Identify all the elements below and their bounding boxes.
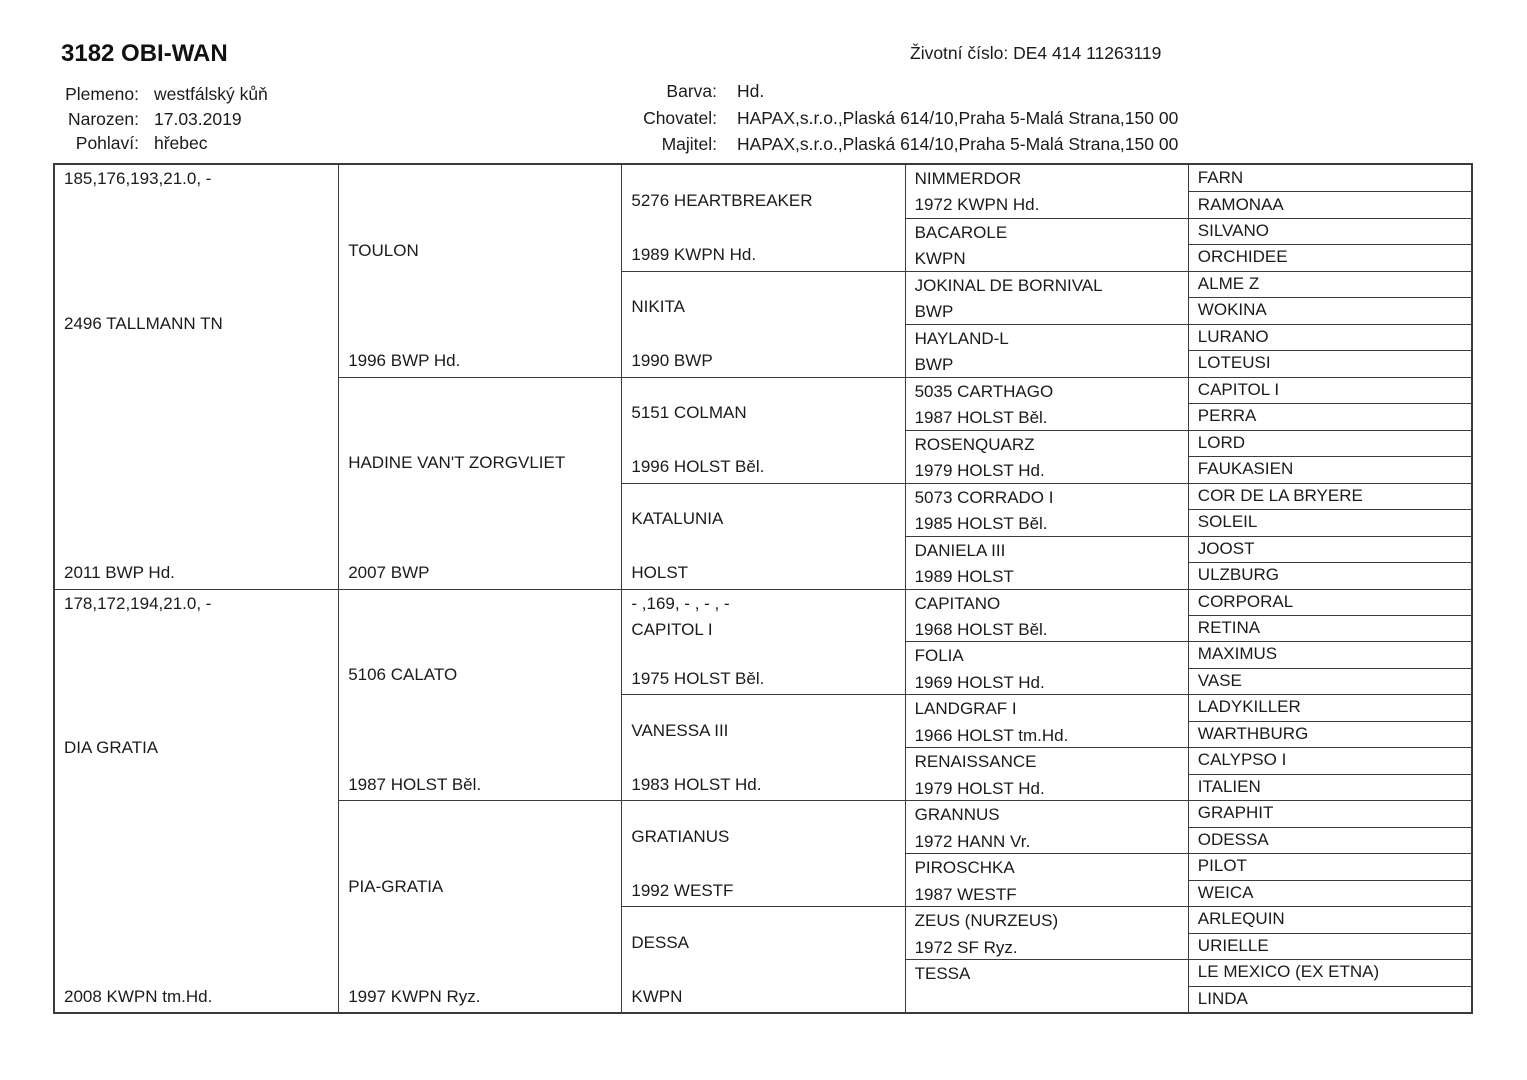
horse-info: 1989 KWPN Hd. [631,245,757,265]
pedigree-cell-gen5-29 [1188,906,1471,932]
pedigree-cell-gen5-6 [1188,297,1471,323]
pedigree-cell-gen3-7 [621,800,904,906]
pedigree-cell-gen3-8 [621,906,904,1012]
horse-name: LANDGRAF I [914,699,1017,719]
horse-name: PIA-GRATIA [348,876,444,896]
pedigree-cell-gen4-2 [905,218,1188,271]
horse-info: 1972 HANN Vr. [914,831,1031,851]
horse-name: BACAROLE [914,222,1008,242]
horse-info: 1972 KWPN Hd. [914,195,1040,215]
horse-name: GRAPHIT [1197,803,1274,823]
horse-info: BWP [914,355,954,375]
horse-name: SILVANO [1197,220,1269,240]
horse-name: CAPITOL I [1197,379,1280,399]
horse-name: 5276 HEARTBREAKER [631,191,813,211]
horse-name: CAPITOL I [631,619,713,639]
pedigree-cell-gen4-14 [905,853,1188,906]
pedigree-cell-gen5-23 [1188,747,1471,773]
horse-info: 1972 SF Ryz. [914,937,1018,957]
horse-name: WARTHBURG [1197,723,1309,743]
pedigree-cell-gen4-10 [905,641,1188,694]
pedigree-table [53,163,1473,1014]
horse-name: ZEUS (NURZEUS) [914,911,1059,931]
horse-name: URIELLE [1197,935,1269,955]
pedigree-cell-gen5-3 [1188,218,1471,244]
horse-measurements: 185,176,193,21.0, - [64,169,212,188]
horse-name: HAYLAND-L [914,328,1009,348]
field-value-plemeno: westfálský kůň [154,84,268,104]
horse-name: LADYKILLER [1197,697,1301,717]
pedigree-cell-gen4-5 [905,377,1188,430]
pedigree-cell-gen5-8 [1188,350,1471,376]
name-wrapper [631,696,899,771]
horse-info: 1975 HOLST Běl. [631,668,765,688]
name-wrapper [348,379,616,560]
pedigree-cell-gen5-26 [1188,827,1471,853]
name-wrapper [348,802,616,983]
name-wrapper [348,591,616,772]
pedigree-cell-gen5-28 [1188,880,1471,906]
pedigree-cell-gen4-6 [905,430,1188,483]
horse-name: PILOT [1197,856,1247,876]
pedigree-cell-gen4-11 [905,694,1188,747]
pedigree-cell-gen4-9 [905,589,1188,642]
life-number [910,43,1161,64]
horse-info: 1979 HOLST Hd. [914,461,1045,481]
pedigree-cell-gen5-21 [1188,694,1471,720]
pedigree-cell-gen5-12 [1188,456,1471,482]
horse-name: ROSENQUARZ [914,434,1035,454]
name-wrapper [631,485,899,560]
horse-name: RETINA [1197,618,1261,637]
field-label-barva: Barva: [666,81,717,101]
horse-info: 1989 HOLST [914,566,1014,586]
horse-name: RAMONAA [1197,194,1284,214]
pedigree-cell-gen4-8 [905,536,1188,589]
horse-name: ODESSA [1197,829,1269,849]
pedigree-cell-gen5-24 [1188,774,1471,800]
spacer [631,643,899,666]
horse-info: 1992 WESTF [631,880,734,900]
horse-detail-fields [55,84,268,155]
horse-info: 2011 BWP Hd. [64,563,175,583]
pedigree-cell-gen3-6 [621,694,904,800]
pedigree-cell-gen5-10 [1188,403,1471,429]
horse-info: 1997 KWPN Ryz. [348,986,481,1006]
pedigree-cell-gen5-17 [1188,589,1471,615]
pedigree-cell-gen2-1 [338,165,621,377]
horse-info: KWPN [914,249,966,269]
horse-name: 5035 CARTHAGO [914,381,1054,401]
pedigree-cell-gen3-3 [621,377,904,483]
horse-measurements: 178,172,194,21.0, - [64,593,212,613]
horse-name: KATALUNIA [631,509,724,529]
life-number-label: Životní číslo: [910,43,1009,63]
pedigree-cell-gen5-25 [1188,800,1471,826]
pedigree-cell-gen3-2 [621,271,904,377]
horse-info: 1987 HOLST Běl. [914,408,1048,428]
pedigree-cell-gen2-4 [338,800,621,1012]
field-label-chovatel: Chovatel: [643,107,717,128]
horse-name: WEICA [1197,882,1254,902]
horse-name: TOULON [348,240,419,260]
horse-name: FAUKASIEN [1197,459,1294,479]
pedigree-cell-gen5-22 [1188,721,1471,747]
pedigree-cell-gen4-4 [905,324,1188,377]
field-label-plemeno: Plemeno: [65,84,139,104]
horse-name: LOTEUSI [1197,353,1271,373]
pedigree-cell-gen5-30 [1188,933,1471,959]
horse-name: WOKINA [1197,300,1267,320]
name-wrapper [631,802,899,877]
horse-name: HADINE VAN'T ZORGVLIET [348,453,566,473]
life-number-value: DE4 414 11263119 [1013,43,1162,63]
horse-name: ARLEQUIN [1197,909,1285,929]
name-wrapper [631,273,899,348]
horse-name: CORPORAL [1197,591,1294,611]
name-wrapper [64,617,333,984]
horse-name: FARN [1197,167,1244,187]
horse-name: 2496 TALLMANN TN [64,313,223,333]
horse-name: DANIELA III [914,540,1006,560]
horse-name: JOOST [1197,538,1255,558]
horse-info: HOLST [631,563,689,583]
horse-name: PERRA [1197,406,1257,426]
pedigree-cell-gen4-7 [905,483,1188,536]
horse-info: 1996 HOLST Běl. [631,457,765,477]
horse-name: TESSA [914,964,971,984]
field-value-barva: Hd. [737,81,765,101]
pedigree-cell-gen5-16 [1188,562,1471,588]
pedigree-cell-gen2-3 [338,589,621,801]
owner-detail-fields [600,81,1178,156]
pedigree-cell-gen4-3 [905,271,1188,324]
horse-name: VASE [1197,670,1242,690]
pedigree-cell-gen3-1 [621,165,904,271]
horse-name: MAXIMUS [1197,644,1278,664]
name-wrapper [348,166,616,348]
horse-name: GRATIANUS [631,826,730,846]
field-label-pohlavi: Pohlaví: [75,133,139,153]
horse-info: KWPN [631,986,683,1006]
horse-name: NIKITA [631,297,685,317]
horse-name: 5106 CALATO [348,664,458,684]
page-title: 3182 OBI-WAN [61,40,228,67]
horse-name: PIROSCHKA [914,858,1015,878]
pedigree-cell-gen5-13 [1188,483,1471,509]
horse-measurements: - ,169, - , - , - [631,593,730,613]
horse-name: COR DE LA BRYERE [1197,485,1363,505]
pedigree-cell-gen1-1 [55,165,338,589]
pedigree-cell-gen5-18 [1188,615,1471,641]
pedigree-cell-gen1-2 [55,589,338,1013]
field-label-majitel: Majitel: [661,134,717,154]
pedigree-cell-gen5-27 [1188,853,1471,879]
horse-name: VANESSA III [631,720,729,740]
horse-name: LURANO [1197,326,1269,346]
horse-info: 2008 KWPN tm.Hd. [64,986,213,1006]
horse-info: 1990 BWP [631,351,713,371]
horse-name: JOKINAL DE BORNIVAL [914,275,1103,295]
pedigree-cell-gen5-5 [1188,271,1471,297]
pedigree-cell-gen2-2 [338,377,621,589]
name-wrapper [64,192,333,560]
pedigree-cell-gen5-19 [1188,641,1471,667]
name-wrapper [631,166,899,242]
horse-name: LORD [1197,432,1246,452]
horse-info: 1987 HOLST Běl. [348,774,482,794]
pedigree-cell-gen4-1 [905,165,1188,218]
horse-name: ALME Z [1197,273,1260,293]
pedigree-cell-gen5-1 [1188,165,1471,191]
horse-info: 1968 HOLST Běl. [914,619,1048,639]
pedigree-cell-gen4-15 [905,906,1188,959]
pedigree-cell-gen5-15 [1188,536,1471,562]
horse-info: 2007 BWP [348,563,430,583]
horse-name: ITALIEN [1197,776,1261,796]
horse-info: BWP [914,302,954,322]
name-wrapper [631,379,899,454]
horse-name: ULZBURG [1197,565,1280,585]
pedigree-cell-gen5-7 [1188,324,1471,350]
pedigree-cell-gen5-11 [1188,430,1471,456]
field-value-chovatel: HAPAX,s.r.o.,Plaská 614/10,Praha 5-Malá Strana,150 00 [737,107,1179,128]
horse-name: FOLIA [914,646,964,666]
horse-info: 1969 HOLST Hd. [914,672,1045,692]
pedigree-cell-gen5-14 [1188,509,1471,535]
horse-name: NIMMERDOR [914,169,1022,188]
field-label-narozen: Narozen: [67,108,139,129]
pedigree-cell-gen5-2 [1188,191,1471,217]
pedigree-cell-gen5-4 [1188,244,1471,270]
pedigree-cell-gen4-16 [905,959,1188,1012]
pedigree-cell-gen4-12 [905,747,1188,800]
horse-name: DIA GRATIA [64,737,159,757]
pedigree-cell-gen4-13 [905,800,1188,853]
horse-name: LINDA [1197,988,1248,1008]
name-wrapper [631,908,899,983]
horse-name: CAPITANO [914,593,1001,613]
pedigree-cell-gen3-4 [621,483,904,589]
pedigree-cell-gen5-32 [1188,986,1471,1012]
pedigree-cell-gen3-5 [621,589,904,695]
pedigree-cell-gen5-20 [1188,668,1471,694]
field-value-majitel: HAPAX,s.r.o.,Plaská 614/10,Praha 5-Malá Strana,150 00 [737,134,1179,154]
horse-name: SOLEIL [1197,512,1258,532]
horse-name: GRANNUS [914,805,1000,825]
horse-info: 1983 HOLST Hd. [631,774,762,794]
horse-info: 1987 WESTF [914,884,1017,904]
horse-name: DESSA [631,932,690,952]
horse-name: CALYPSO I [1197,750,1287,770]
field-value-pohlavi: hřebec [154,133,208,153]
horse-name: RENAISSANCE [914,752,1037,772]
horse-name: ORCHIDEE [1197,247,1288,267]
pedigree-cell-gen5-9 [1188,377,1471,403]
horse-name: 5073 CORRADO I [914,487,1054,507]
horse-info: 1996 BWP Hd. [348,351,461,371]
horse-name: LE MEXICO (EX ETNA) [1197,962,1380,982]
pedigree-cell-gen5-31 [1188,959,1471,985]
field-value-narozen: 17.03.2019 [154,108,242,129]
horse-info: 1979 HOLST Hd. [914,778,1045,798]
horse-name: 5151 COLMAN [631,403,747,423]
horse-info: 1985 HOLST Běl. [914,514,1048,534]
horse-info: 1966 HOLST tm.Hd. [914,725,1069,745]
